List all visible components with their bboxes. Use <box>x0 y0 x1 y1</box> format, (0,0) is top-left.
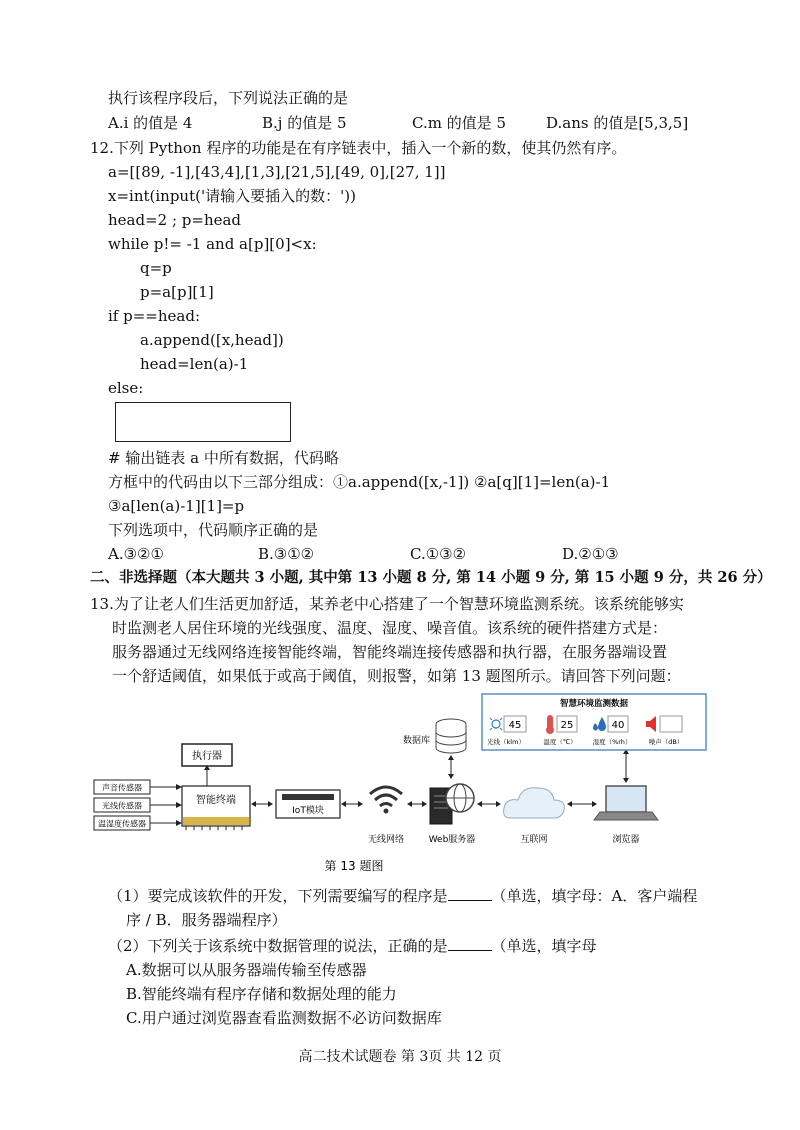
q11-option-a: A.i 的值是 4 <box>108 114 193 132</box>
sensor-light: 光线传感器 <box>102 801 142 811</box>
q13-sub1-hint: （单选，填字母：A．客户端程 <box>491 887 698 905</box>
system-diagram <box>90 690 730 875</box>
smart-terminal <box>182 786 250 830</box>
wifi-icon <box>368 787 404 845</box>
cloud-icon <box>504 788 565 845</box>
light-value: 45 <box>508 720 522 731</box>
q13-sub2-option-a: A.数据可以从服务器端传输至传感器 <box>126 961 367 979</box>
q13-sub2-blank[interactable] <box>448 936 492 951</box>
q13-sub1-line1 <box>108 886 697 906</box>
q13-sub1-line2: 序 / B．服务器端程序） <box>126 911 287 929</box>
temp-value: 25 <box>560 720 574 731</box>
q11-option-b: B.j 的值是 5 <box>262 114 347 132</box>
q12-option-d: D.②①③ <box>562 545 619 563</box>
actuator <box>182 744 232 786</box>
panel-title: 智慧环境监测数据 <box>559 699 629 709</box>
code-line-8: a.append([x,head]) <box>140 331 284 349</box>
database-icon <box>403 719 466 779</box>
iot-label: IoT模块 <box>292 806 324 816</box>
actuator-label: 执行器 <box>192 751 222 762</box>
page-footer: 高二技术试题卷 第 3页 共 12 页 <box>298 1049 502 1065</box>
q13-line-4: 一个舒适阈值，如果低于或高于阈值，则报警，如第 13 题图所示。请回答下列问题： <box>112 667 681 685</box>
sensor-sound: 声音传感器 <box>102 783 142 793</box>
database-label: 数据库 <box>402 736 430 746</box>
q13-sub2-option-b: B.智能终端有程序存储和数据处理的能力 <box>126 985 397 1003</box>
code-line-3: head=2 ; p=head <box>108 211 242 229</box>
q12-option-c: C.①③② <box>410 545 467 563</box>
q11-intro: 执行该程序段后，下列说法正确的是 <box>108 89 349 107</box>
q13-line-1: 13.为了让老人们生活更加舒适，某养老中心搭建了一个智慧环境监测系统。该系统能够实 <box>90 595 684 613</box>
code-comment: # 输出链表 a 中所有数据，代码略 <box>108 449 339 467</box>
temp-reading <box>543 715 577 746</box>
code-line-6: p=a[p][1] <box>140 283 214 301</box>
q12-parts-line2: ③a[len(a)-1][1]=p <box>108 497 245 515</box>
q13-sub1-text: （1）要完成该软件的开发，下列需要编写的程序是 <box>108 887 448 905</box>
q13-sub2-text: （2）下列关于该系统中数据管理的说法，正确的是 <box>108 937 448 955</box>
wifi-label: 无线网络 <box>367 835 405 845</box>
q13-line-3: 服务器通过无线网络连接智能终端，智能终端连接传感器和执行器，在服务器端设置 <box>112 643 668 661</box>
web-server-icon <box>429 784 476 845</box>
light-label: 光线（klm） <box>487 738 525 746</box>
noise-label: 噪声（dB） <box>648 738 684 746</box>
temp-label: 温度（℃） <box>543 738 577 746</box>
iot-module <box>276 790 340 818</box>
code-line-4: while p!= -1 and a[p][0]<x: <box>108 235 317 253</box>
laptop-icon <box>594 749 658 845</box>
q12-stem: 12.下列 Python 程序的功能是在有序链表中，插入一个新的数，使其仍然有序。 <box>90 139 627 157</box>
terminal-label: 智能终端 <box>196 795 236 806</box>
code-line-10: else: <box>108 379 144 397</box>
browser-label: 浏览器 <box>612 835 640 845</box>
code-line-5: q=p <box>140 259 172 277</box>
sensor-temp-humidity: 温湿度传感器 <box>98 819 146 829</box>
server-label: Web服务器 <box>428 835 476 845</box>
q13-sub2-option-c: C.用户通过浏览器查看监测数据不必访问数据库 <box>126 1009 442 1027</box>
q13-sub2-hint: （单选，填字母 <box>491 937 597 955</box>
q11-option-c: C.m 的值是 5 <box>412 114 507 132</box>
code-line-9: head=len(a)-1 <box>140 355 249 373</box>
q11-option-d: D.ans 的值是[5,3,5] <box>546 114 689 132</box>
q12-ask: 下列选项中，代码顺序正确的是 <box>108 521 319 539</box>
code-line-7: if p==head: <box>108 307 200 325</box>
humidity-label: 湿度（%rh） <box>592 738 632 746</box>
q12-parts-line1: 方框中的代码由以下三部分组成：①a.append([x,-1]) ②a[q][1]=len(a)-1 <box>108 473 611 491</box>
q12-option-a: A.③②① <box>108 545 164 563</box>
code-line-1: a=[[89, -1],[43,4],[1,3],[21,5],[49, 0],[27, 1]] <box>108 163 446 181</box>
sensor-group <box>94 780 182 830</box>
code-line-2: x=int(input('请输入要插入的数：')) <box>108 187 356 205</box>
monitor-panel <box>482 694 706 750</box>
code-answer-box <box>115 402 291 442</box>
q13-sub1-blank[interactable] <box>448 886 492 901</box>
internet-label: 互联网 <box>520 835 548 845</box>
q13-sub2-line1 <box>108 936 597 956</box>
q13-line-2: 时监测老人居住环境的光线强度、温度、湿度、噪音值。该系统的硬件搭建方式是： <box>112 619 668 637</box>
section-2-title: 二、非选择题（本大题共 3 小题, 其中第 13 小题 8 分, 第 14 小题 9 分, 第 15 小题 9 分，共 26 分） <box>90 569 772 586</box>
figure-caption: 第 13 题图 <box>324 859 384 873</box>
humidity-value: 40 <box>611 720 625 731</box>
q12-option-b: B.③①② <box>258 545 315 563</box>
